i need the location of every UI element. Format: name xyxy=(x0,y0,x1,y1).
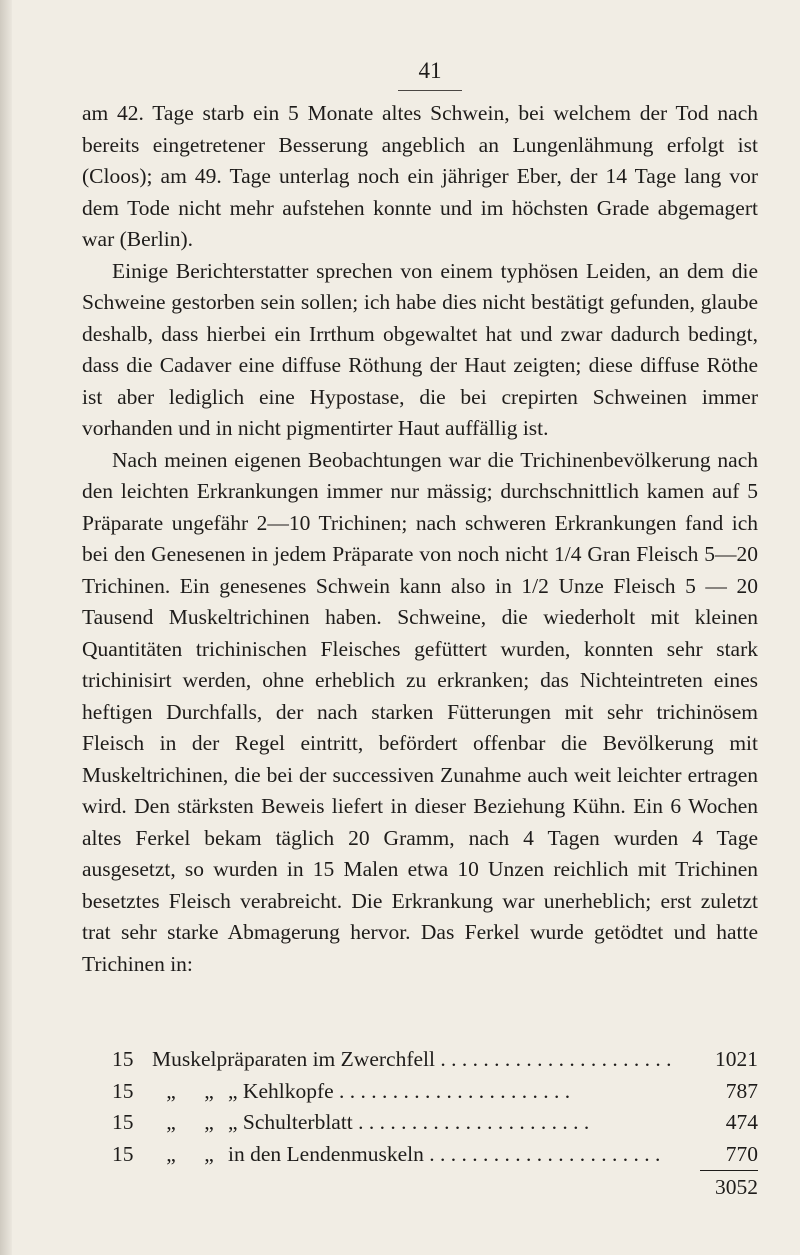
trichinae-count: 770 xyxy=(706,1139,758,1171)
paragraph-1: am 42. Tage starb ein 5 Monate altes Schwein, bei welchem der Tod nach bereits eingetretener Besserung angeblich an Lungenlähmung erfolgt ist (Cloos); am 49. Tage unterlag noch ein jähriger Eber, der 14 Tage lang vor dem Tode nicht mehr aufstehen konnte und im höchsten Grade abgemagert war (Berlin). xyxy=(82,101,758,251)
sample-count: 15 xyxy=(112,1110,134,1134)
total-row xyxy=(112,1170,758,1202)
ditto-mark: „ xyxy=(166,1141,176,1166)
ditto-mark: „ xyxy=(204,1078,214,1103)
sample-location: „ Schulterblatt . . . xyxy=(228,1107,706,1139)
sample-count: 15 xyxy=(112,1141,134,1166)
table-row xyxy=(112,1139,758,1171)
sample-location: Muskelpräparaten im Zwerchfell . . . xyxy=(152,1044,706,1076)
paragraph-3: Nach meinen eigenen Beobachtungen war die Trichinenbevölkerung nach den leichten Erkrankungen immer nur mässig; durchschnittlich kamen auf 5 Präparate ungefähr 2—10 Trichinen; nach schweren Erkrankungen fand ich bei den Genesenen in jedem Präparate von noch nicht 1/4 Gran Fleisch 5—20 Trichinen. Ein genesenes Schwein kann also in 1/2 Unze Fleisch 5 — 20 Tausend Muskeltrichinen haben. Schweine, die wiederholt mit kleinen Quantitäten trichinischen Fleisches gefüttert wurden, konnten sehr stark trichinisirt werden, ohne erheblich zu erkranken; das Nichteintreten eines heftigen Durchfalls, der nach starken Fütterungen mit sehr trichinösem Fleisch in der Regel eintritt, befördert offenbar die Bevölkerung mit Muskeltrichinen, die bei der successiven Zunahme auch weit leichter ertragen wird. Den stärksten Beweis liefert in dieser Beziehung Kühn. Ein 6 Wochen altes Ferkel bekam täglich 20 Gramm, nach 4 Tagen wurden 4 Tage ausgesetzt, so wurden in 15 Malen etwa 10 Unzen reichlich mit Trichinen besetztes Fleisch verabreicht. Die Erkrankung war unerheblich; erst zuletzt trat sehr starke Abmagerung hervor. Das Ferkel wurde getödtet und hatte Trichinen in: xyxy=(82,447,758,976)
table-row xyxy=(112,1076,758,1108)
sample-count: 15 xyxy=(112,1078,134,1103)
sample-location: in den Lendenmuskeln . . . xyxy=(228,1139,706,1171)
ditto-mark: „ xyxy=(166,1078,176,1103)
ditto-mark: „ xyxy=(204,1110,214,1134)
table-row xyxy=(112,1107,758,1139)
trichinae-count: 1021 xyxy=(706,1044,758,1076)
table-row xyxy=(112,1044,758,1076)
sample-count: 15 xyxy=(112,1047,134,1071)
page-number: 41 xyxy=(395,58,465,91)
trichinae-count: 474 xyxy=(706,1107,758,1139)
total-count: 3052 xyxy=(700,1170,758,1202)
paragraph-2: Einige Berichterstatter sprechen von einem typhösen Leiden, an dem die Schweine gestorben sein sollen; ich habe dies nicht bestätigt gefunden, glaube deshalb, dass hierbei ein Irrthum obgewaltet hat und zwar dadurch bedingt, dass die Cadaver eine diffuse Röthung der Haut zeigten; diese diffuse Röthe ist aber lediglich eine Hypostase, die bei crepirten Schweinen immer vorhanden und in nicht pigmentirter Haut auffällig ist. xyxy=(82,258,758,440)
trichinae-count-table xyxy=(112,1044,758,1202)
ditto-mark: „ xyxy=(204,1141,214,1166)
body-text xyxy=(82,98,758,980)
trichinae-count: 787 xyxy=(706,1076,758,1108)
page-edge-shadow xyxy=(0,0,12,1255)
sample-location: „ Kehlkopfe . . . xyxy=(228,1076,706,1108)
ditto-mark: „ xyxy=(166,1110,176,1134)
